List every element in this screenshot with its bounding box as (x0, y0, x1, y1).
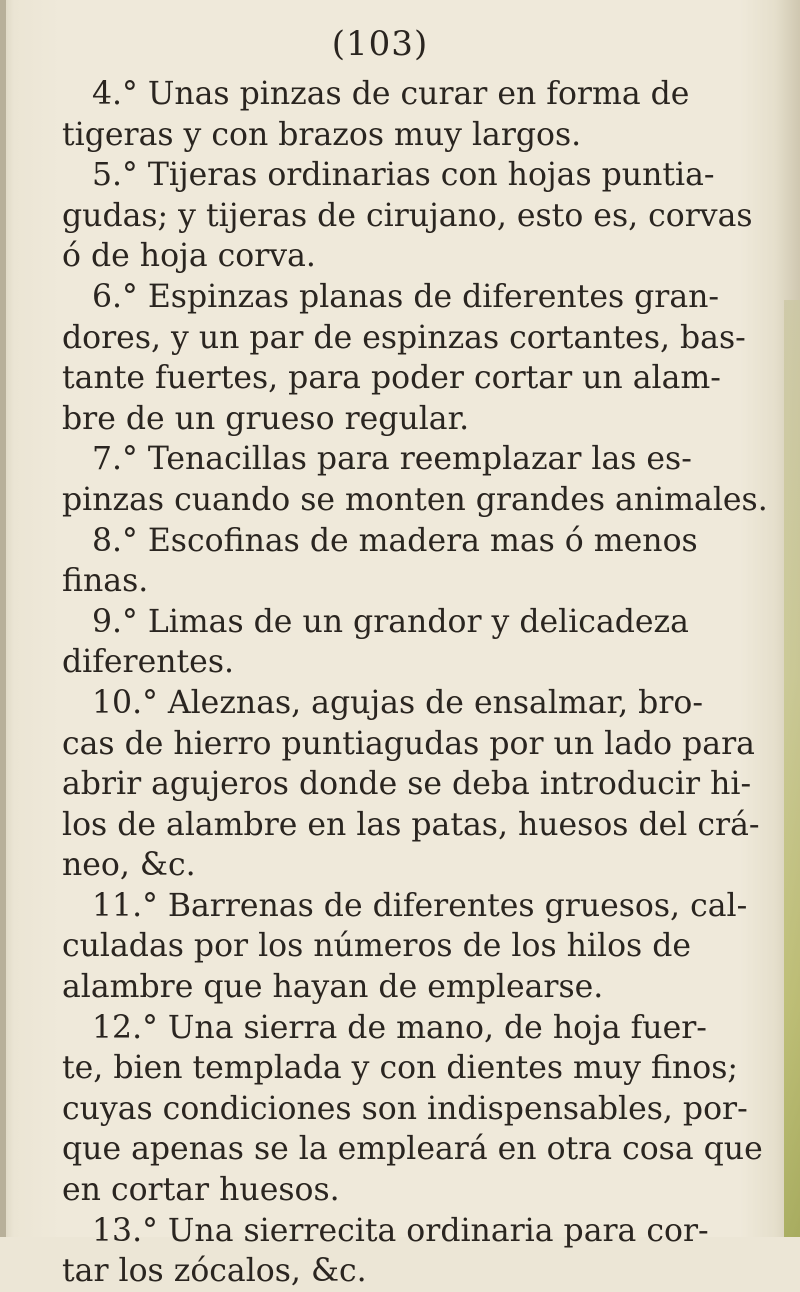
text-line: 9.° Limas de un grandor y delicadeza (92, 603, 689, 640)
page-number: (103) (331, 24, 429, 64)
text-line: finas. (62, 563, 149, 600)
text-line: 8.° Escofinas de madera mas ó menos (92, 522, 698, 559)
page-right-edge (784, 300, 800, 1237)
text-line: 11.° Barrenas de diferentes gruesos, cal- (92, 887, 748, 924)
text-line: 5.° Tijeras ordinarias con hojas puntia- (92, 157, 715, 194)
text-line: cas de hierro puntiagudas por un lado para (62, 725, 755, 762)
text-line: ó de hoja corva. (62, 238, 316, 275)
text-line: 10.° Aleznas, agujas de ensalmar, bro- (92, 684, 704, 721)
text-line: tante fuertes, para poder cortar un alam- (62, 360, 721, 397)
page-left-edge (0, 0, 6, 1237)
text-line: bre de un grueso regular. (62, 400, 470, 437)
text-line: tar los zócalos, &c. (62, 1253, 367, 1290)
text-line: 7.° Tenacillas para reemplazar las es- (92, 441, 692, 478)
text-line: 13.° Una sierrecita ordinaria para cor- (92, 1212, 709, 1249)
text-line: pinzas cuando se monten grandes animales. (62, 481, 768, 518)
body-text (62, 74, 768, 1292)
text-line: tigeras y con brazos muy largos. (62, 116, 582, 153)
text-line: alambre que hayan de emplearse. (62, 969, 604, 1006)
text-line: abrir agujeros donde se deba introducir hi- (62, 766, 752, 803)
text-line: que apenas se la empleará en otra cosa que (62, 1131, 763, 1168)
text-line: los de alambre en las patas, huesos del crá- (62, 806, 760, 843)
text-line: gudas; y tijeras de cirujano, esto es, corvas (62, 197, 753, 234)
text-line: cuyas condiciones son indispensables, por- (62, 1090, 748, 1127)
text-line: te, bien templada y con dientes muy finos; (62, 1050, 739, 1087)
text-line: culadas por los números de los hilos de (62, 928, 692, 965)
text-line: 4.° Unas pinzas de curar en forma de (92, 76, 690, 112)
text-line: neo, &c. (62, 847, 196, 884)
text-line: 12.° Una sierra de mano, de hoja fuer- (92, 1009, 707, 1046)
text-line: dores, y un par de espinzas cortantes, bas- (62, 319, 746, 356)
text-line: 6.° Espinzas planas de diferentes gran- (92, 278, 720, 315)
text-line: diferentes. (62, 644, 235, 681)
text-line: en cortar huesos. (62, 1172, 340, 1209)
